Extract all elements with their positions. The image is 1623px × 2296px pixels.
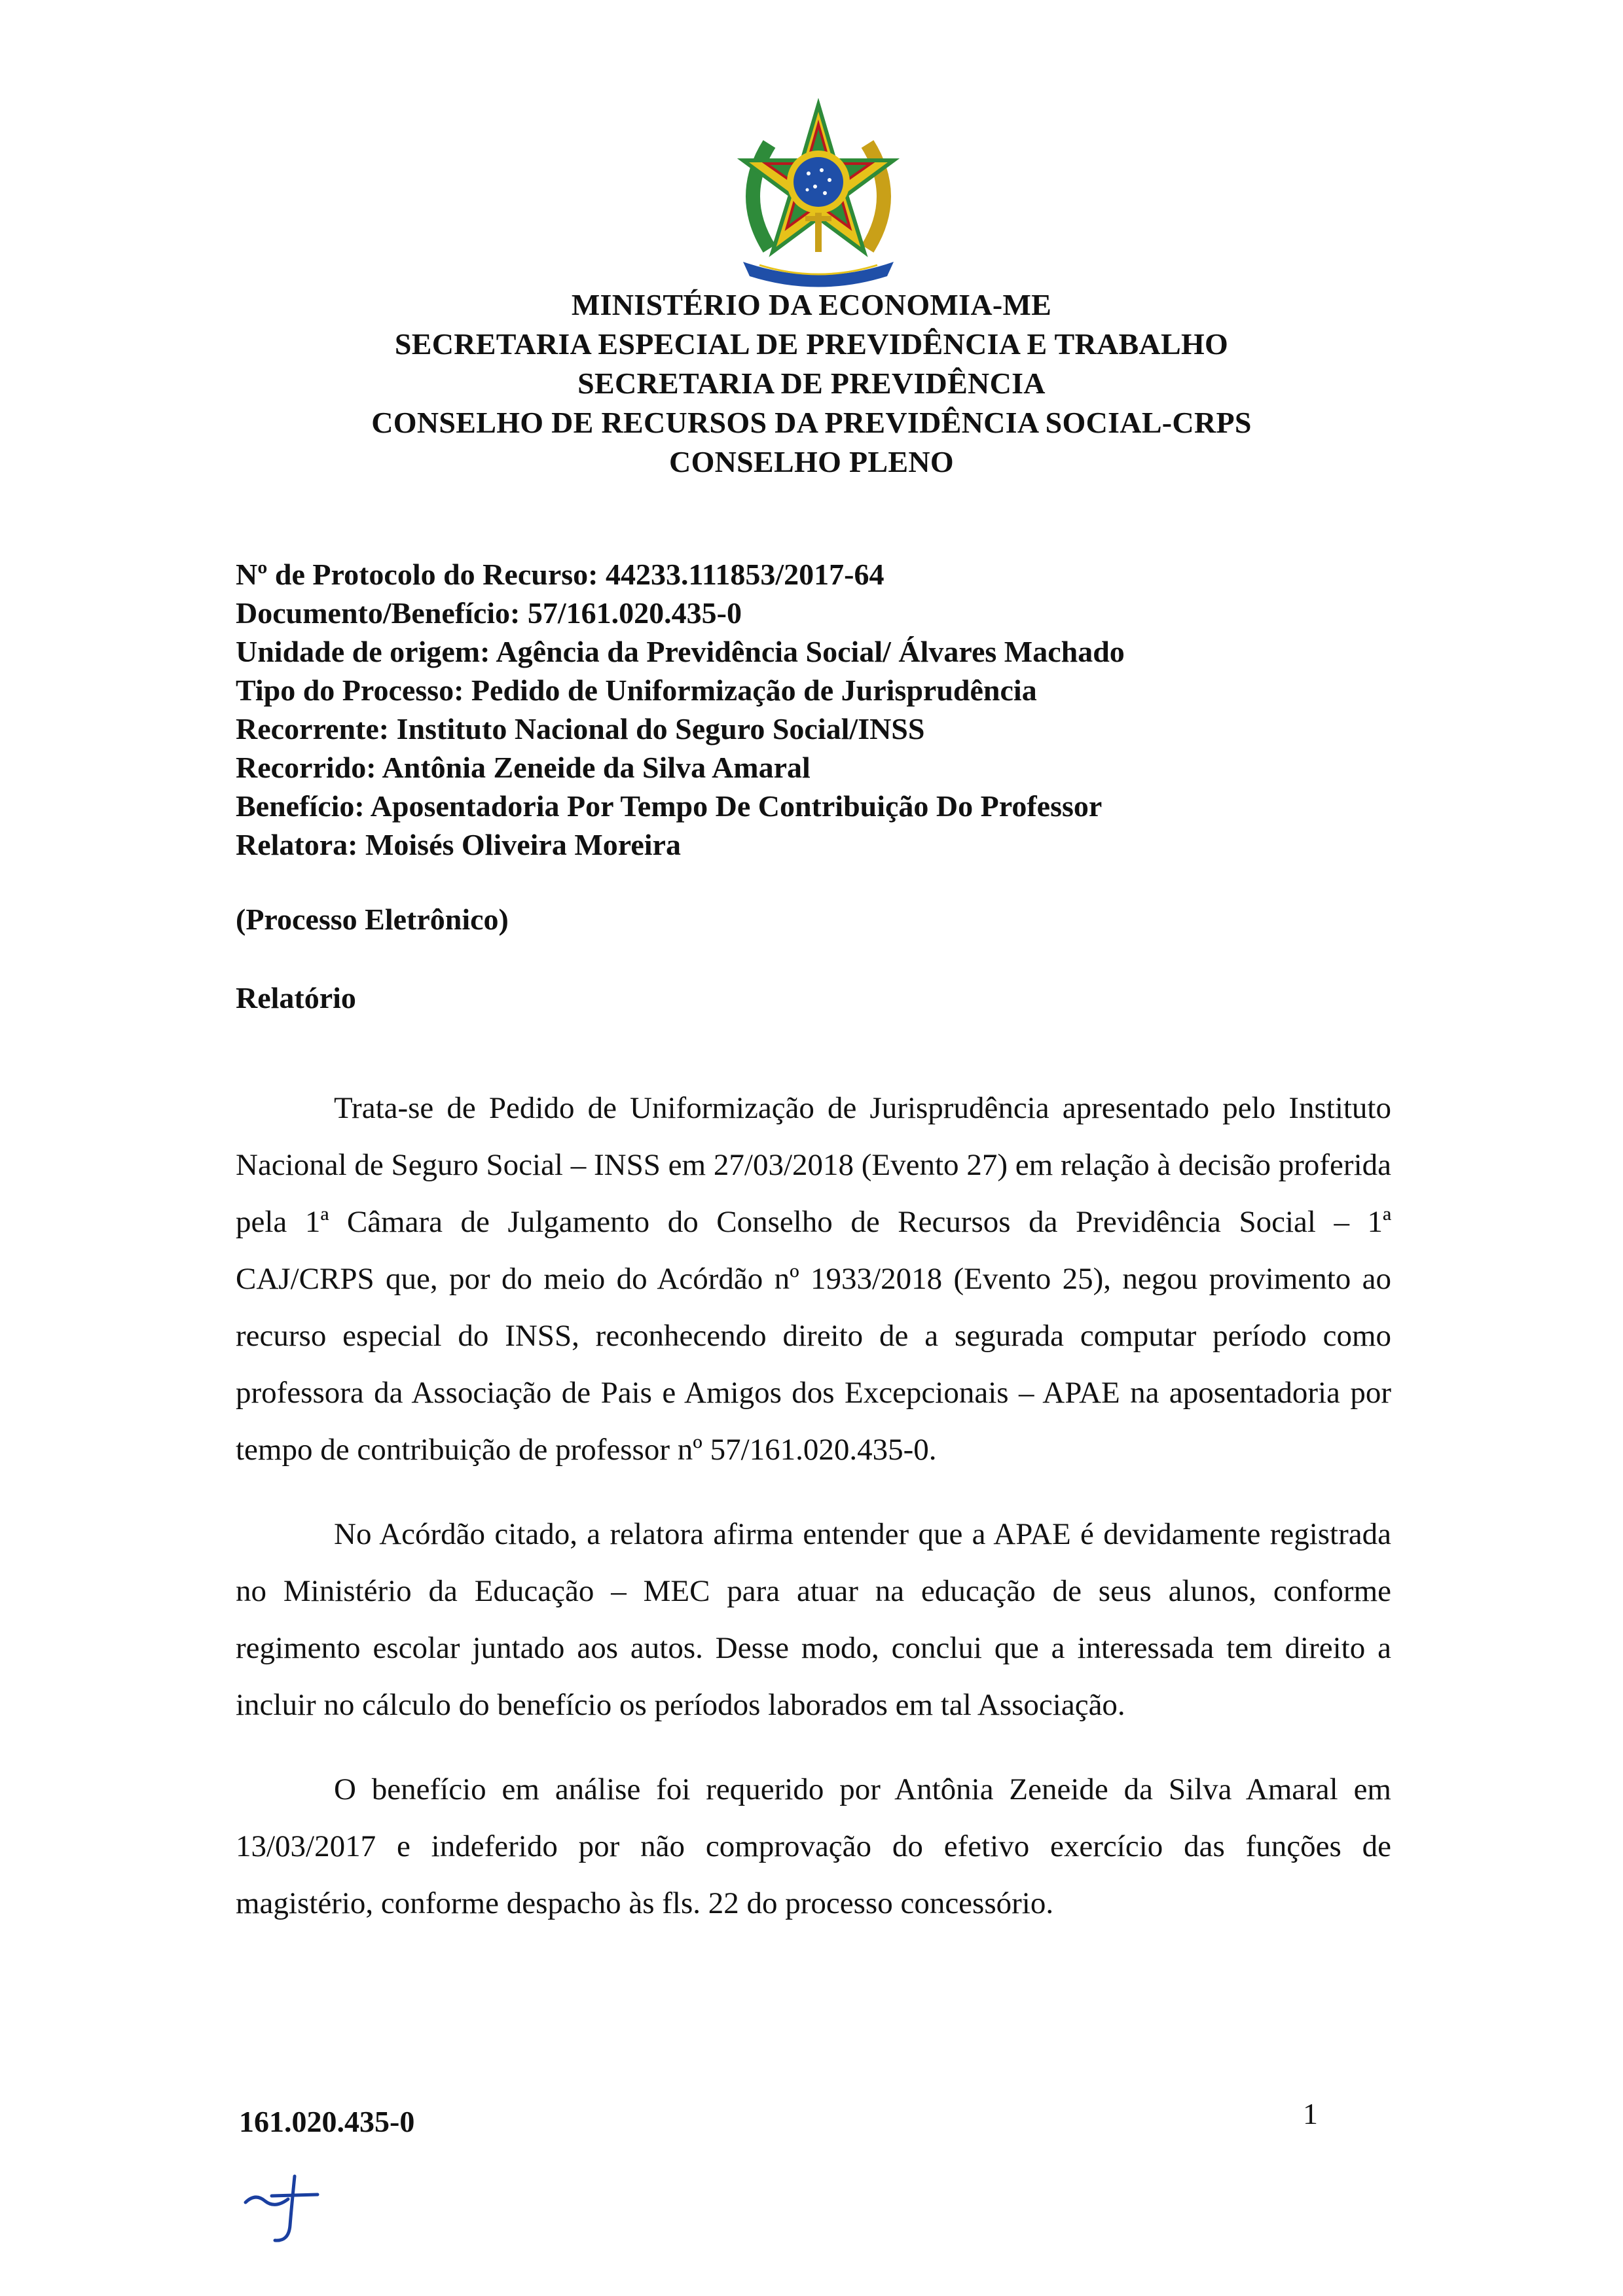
- footer-document-number: 161.020.435-0: [239, 2105, 415, 2138]
- header-conselho-recursos: CONSELHO DE RECURSOS DA PREVIDÊNCIA SOCIAL-CRPS: [371, 406, 1252, 439]
- meta-documento: Documento/Benefício: 57/161.020.435-0: [236, 596, 742, 630]
- paragraph: No Acórdão citado, a relatora afirma entender que a APAE é devidamente registrada no Ministério da Educação – MEC para atuar na educação de seus alunos, conforme regimento escolar juntado aos autos. Desse modo, conclui que a interessada tem direito a incluir no cálculo do benefício os períodos laborados em tal Associação.: [236, 1517, 1391, 1722]
- header-secretaria-especial: SECRETARIA ESPECIAL DE PREVIDÊNCIA E TRABALHO: [394, 327, 1229, 361]
- meta-unidade: Unidade de origem: Agência da Previdência Social/ Álvares Machado: [236, 635, 1125, 668]
- case-metadata: [236, 555, 1414, 864]
- meta-tipo: Tipo do Processo: Pedido de Uniformização de Jurisprudência: [236, 673, 1037, 707]
- header-conselho-pleno: CONSELHO PLENO: [669, 445, 954, 478]
- brazil-coat-of-arms-icon: [723, 98, 913, 288]
- header-secretaria-previdencia: SECRETARIA DE PREVIDÊNCIA: [577, 367, 1046, 400]
- page-number: 1: [1303, 2097, 1318, 2130]
- meta-recorrente: Recorrente: Instituto Nacional do Seguro Social/INSS: [236, 712, 925, 745]
- meta-recorrido: Recorrido: Antônia Zeneide da Silva Amaral: [236, 751, 811, 784]
- signature-icon: [239, 2163, 337, 2248]
- header-ministerio: MINISTÉRIO DA ECONOMIA-ME: [571, 288, 1052, 321]
- paragraph: Trata-se de Pedido de Uniformização de Jurisprudência apresentado pelo Instituto Nacional de Seguro Social – INSS em 27/03/2018 (Evento 27) em relação à decisão proferida pela 1ª Câmara de Julgamento do Conselho de Recursos da Previdência Social – 1ª CAJ/CRPS que, por do meio do Acórdão nº 1933/2018 (Evento 25), negou provimento ao recurso especial do INSS, reconhecendo direito de a segurada computar período como professora da Associação de Pais e Amigos dos Excepcionais – APAE na aposentadoria por tempo de contribuição de professor nº 57/161.020.435-0.: [236, 1091, 1391, 1467]
- document-header: [0, 285, 1623, 482]
- meta-relatora: Relatora: Moisés Oliveira Moreira: [236, 828, 681, 861]
- paragraph: O benefício em análise foi requerido por Antônia Zeneide da Silva Amaral em 13/03/2017 e indeferido por não comprovação do efetivo exercício das funções de magistério, conforme despacho às fls. 22 do processo concessório.: [236, 1772, 1391, 1920]
- section-title: Relatório: [236, 981, 356, 1014]
- processo-label: (Processo Eletrônico): [236, 903, 509, 936]
- meta-protocolo: Nº de Protocolo do Recurso: 44233.111853/2017-64: [236, 558, 884, 591]
- meta-beneficio: Benefício: Aposentadoria Por Tempo De Contribuição Do Professor: [236, 789, 1103, 823]
- report-body: [236, 1080, 1391, 1960]
